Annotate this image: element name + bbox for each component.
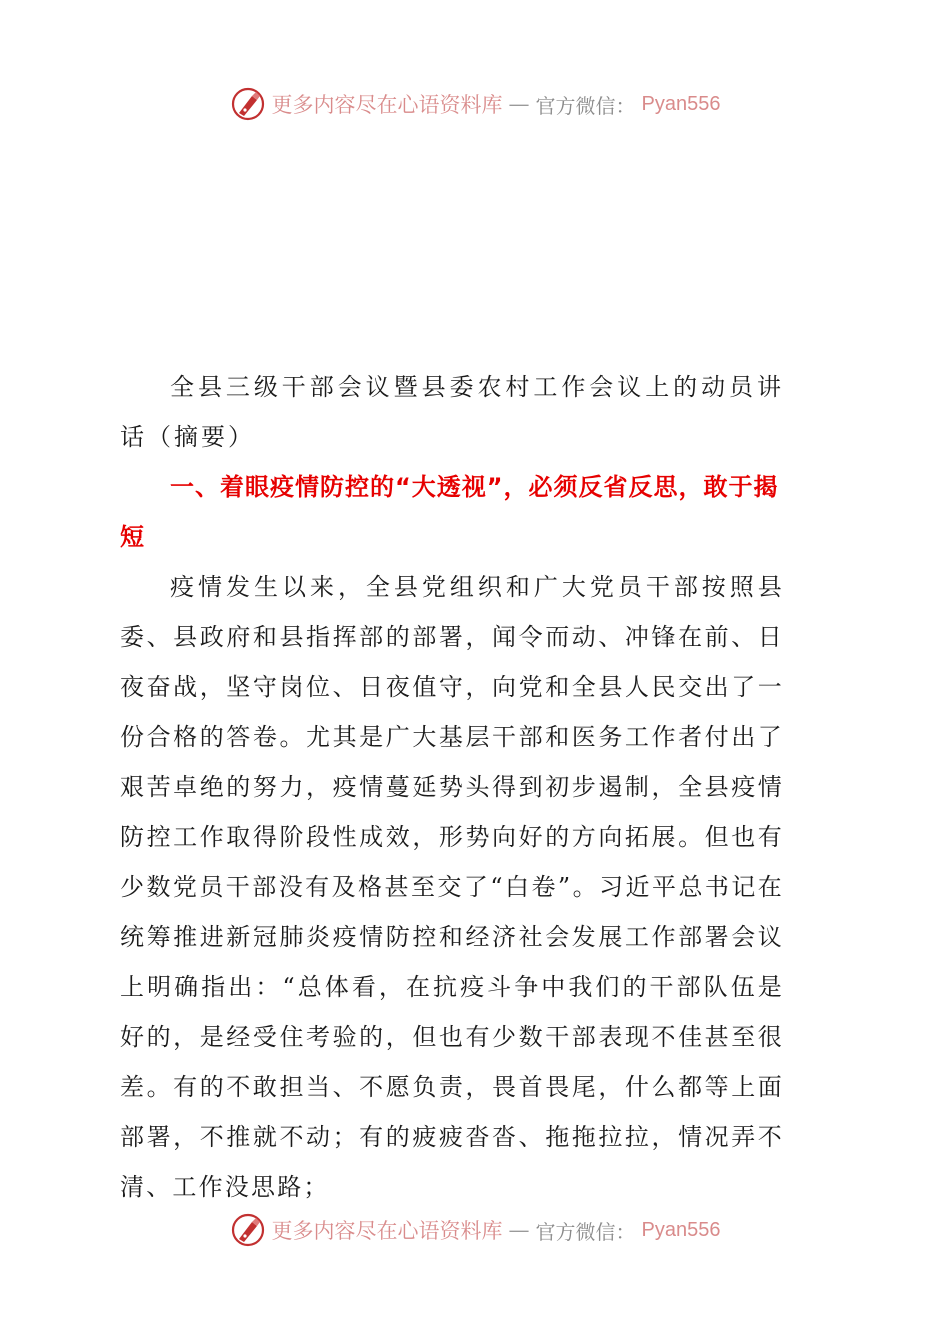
watermark-dash: —: [508, 1218, 530, 1242]
pen-nib-logo-icon: [230, 86, 266, 122]
section-heading: 一、着眼疫情防控的“大透视”，必须反省反思，敢于揭短: [120, 473, 779, 551]
pen-nib-logo-icon: [230, 1212, 266, 1248]
watermark-main-text: 更多内容尽在心语资料库: [271, 93, 503, 117]
watermark-wechat-label: 官方微信：: [535, 1219, 636, 1244]
document-content: [120, 362, 784, 1212]
document-title: 全县三级干部会议暨县委农村工作会议上的动员讲话（摘要）: [120, 373, 784, 451]
body-paragraph: 疫情发生以来，全县党组织和广大党员干部按照县委、县政府和县指挥部的部署，闻令而动、冲锋在前、日夜奋战，坚守岗位、日夜值守，向党和全县人民交出了一份合格的答卷。尤其是广大基层干部和医务工作者付出了艰苦卓绝的努力，疫情蔓延势头得到初步遏制，全县疫情防控工作取得阶段性成效，形势向好的方向拓展。但也有少数党员干部没有及格甚至交了“白卷”。习近平总书记在统筹推进新冠肺炎疫情防控和经济社会发展工作部署会议上明确指出：“总体看，在抗疫斗争中我们的干部队伍是好的，是经受住考验的，但也有少数干部表现不佳甚至很差。有的不敢担当、不愿负责，畏首畏尾，什么都等上面部署，不推就不动；有的疲疲沓沓、拖拖拉拉，情况弄不清、工作没思路；: [120, 573, 784, 1201]
watermark-wechat-label: 官方微信：: [535, 93, 636, 118]
watermark-wechat-id: Pyan556: [641, 1218, 721, 1241]
watermark-wechat-id: Pyan556: [641, 92, 721, 115]
header-watermark: [0, 84, 950, 124]
footer-watermark: [0, 1210, 950, 1250]
watermark-main-text: 更多内容尽在心语资料库: [271, 1219, 503, 1243]
watermark-dash: —: [508, 92, 530, 116]
